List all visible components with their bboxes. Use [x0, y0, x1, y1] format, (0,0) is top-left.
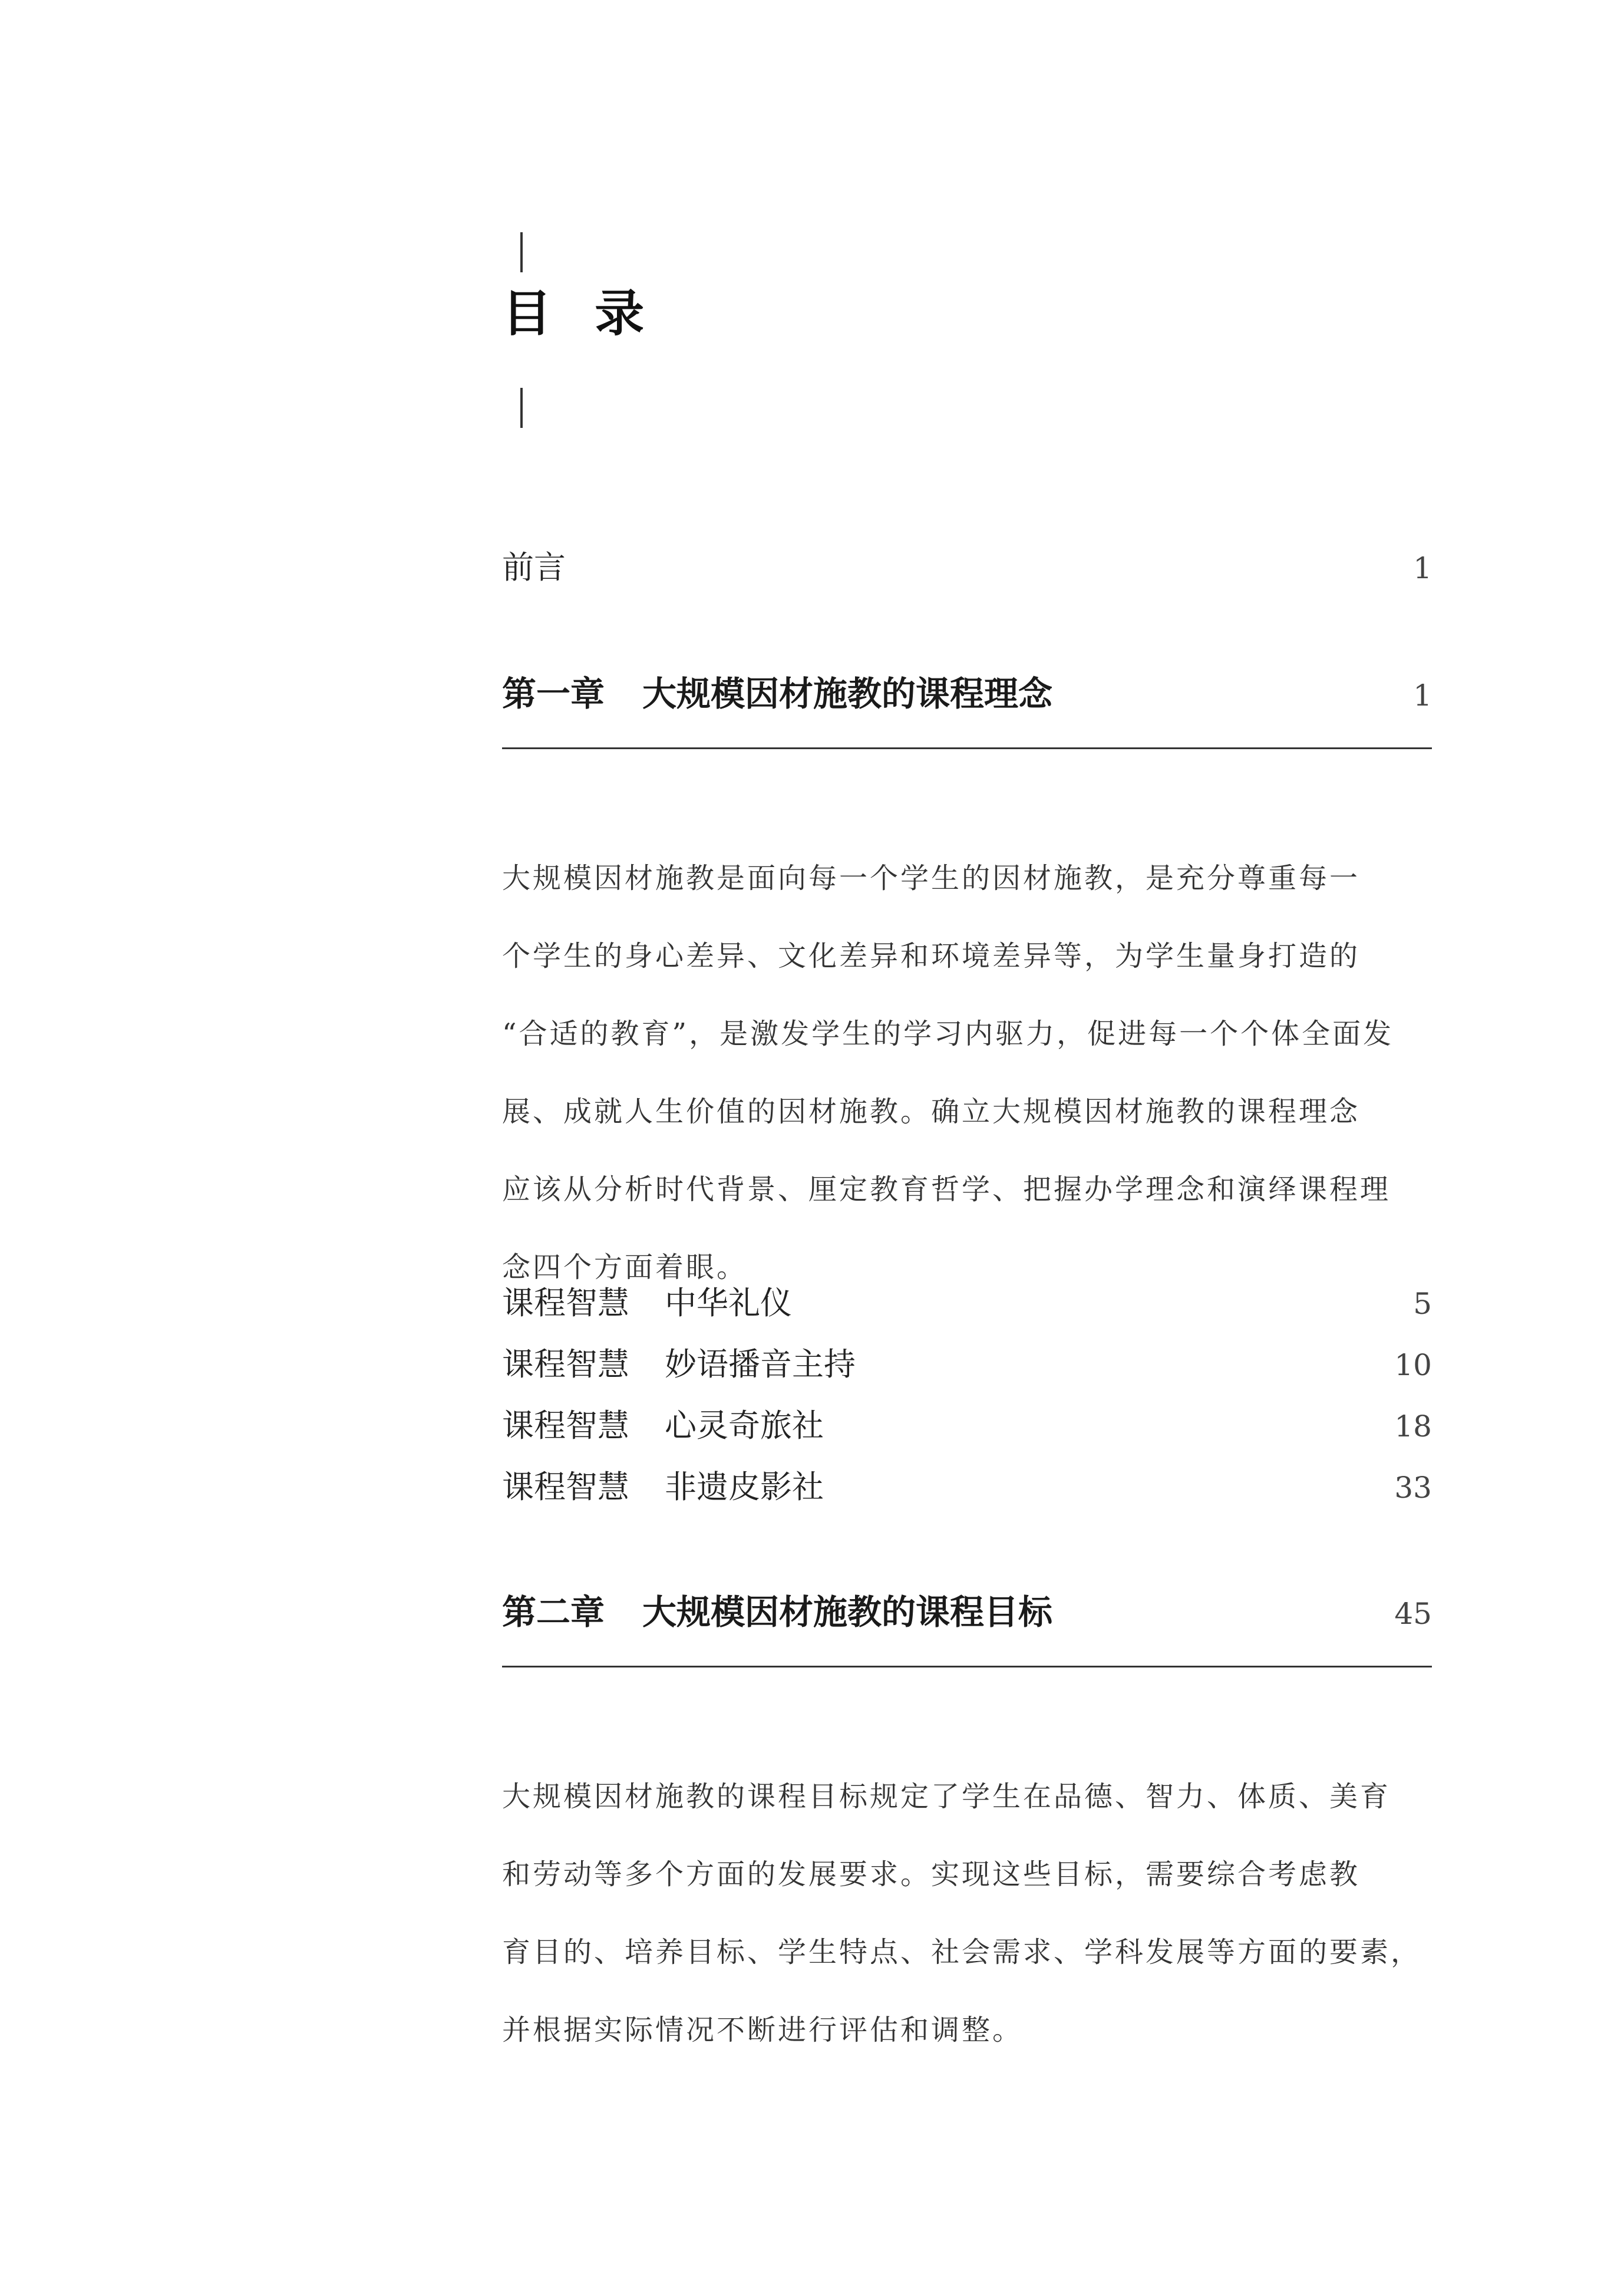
summary-line: 应该从分析时代背景、厘定教育哲学、把握办学理念和演绎课程理	[502, 1173, 1391, 1206]
entry-name: 非遗皮影社	[665, 1468, 824, 1505]
chapter-divider	[502, 1666, 1432, 1667]
entry-page: 1	[1413, 551, 1432, 585]
summary-line: 展、成就人生价值的因材施教。确立大规模因材施教的课程理念	[502, 1095, 1361, 1128]
chapter-page: 45	[1394, 1597, 1432, 1631]
toc-entry-preface[interactable]	[502, 542, 1432, 588]
title-top-bar	[520, 232, 523, 272]
entry-title	[502, 1278, 792, 1323]
toc-entry[interactable]	[502, 1339, 1432, 1385]
entry-title	[502, 1400, 824, 1446]
summary-line: 和劳动等多个方面的发展要求。实现这些目标，需要综合考虑教	[502, 1858, 1361, 1891]
chapter-summary	[502, 1758, 1432, 2069]
chapter-title: 大规模因材施教的课程理念	[642, 674, 1053, 714]
toc-chapter-2[interactable]	[502, 1584, 1432, 1634]
entry-page: 5	[1413, 1287, 1432, 1321]
summary-line: 个学生的身心差异、文化差异和环境差异等，为学生量身打造的	[502, 940, 1361, 973]
title-bottom-bar	[520, 388, 523, 428]
entry-prefix: 课程智慧	[502, 1284, 629, 1321]
entry-page: 18	[1394, 1409, 1432, 1444]
entry-title	[502, 1462, 824, 1507]
entry-prefix: 课程智慧	[502, 1468, 629, 1505]
entry-page: 10	[1394, 1348, 1432, 1382]
toc-entry[interactable]	[502, 1278, 1432, 1323]
summary-line: 大规模因材施教是面向每一个学生的因材施教，是充分尊重每一	[502, 862, 1361, 895]
chapter-heading	[502, 666, 1052, 716]
summary-line: “合适的教育”，是激发学生的学习内驱力，促进每一个个体全面发	[502, 1017, 1394, 1050]
chapter-label: 第二章	[502, 1592, 605, 1632]
summary-line: 大规模因材施教的课程目标规定了学生在品德、智力、体质、美育	[502, 1780, 1391, 1813]
toc-entry[interactable]	[502, 1462, 1432, 1507]
chapter-divider	[502, 747, 1432, 749]
entry-name: 中华礼仪	[665, 1284, 792, 1321]
entry-prefix: 课程智慧	[502, 1346, 629, 1383]
toc-chapter-1[interactable]	[502, 666, 1432, 716]
entry-prefix: 课程智慧	[502, 1407, 629, 1444]
entry-title: 前言	[502, 549, 566, 586]
summary-line: 育目的、培养目标、学生特点、社会需求、学科发展等方面的要素，	[502, 1936, 1422, 1969]
entry-title	[502, 1339, 856, 1385]
summary-line: 念四个方面着眼。	[502, 1251, 748, 1284]
summary-line: 并根据实际情况不断进行评估和调整。	[502, 2013, 1024, 2046]
chapter-title: 大规模因材施教的课程目标	[642, 1592, 1053, 1632]
toc-title: 目 录	[502, 285, 658, 342]
toc-entry[interactable]	[502, 1400, 1432, 1446]
chapter-summary	[502, 839, 1432, 1306]
chapter-heading	[502, 1584, 1052, 1634]
entry-name: 心灵奇旅社	[665, 1407, 824, 1444]
entry-name: 妙语播音主持	[665, 1346, 856, 1383]
chapter-label: 第一章	[502, 674, 605, 714]
chapter-page: 1	[1413, 678, 1432, 713]
entry-page: 33	[1394, 1471, 1432, 1505]
